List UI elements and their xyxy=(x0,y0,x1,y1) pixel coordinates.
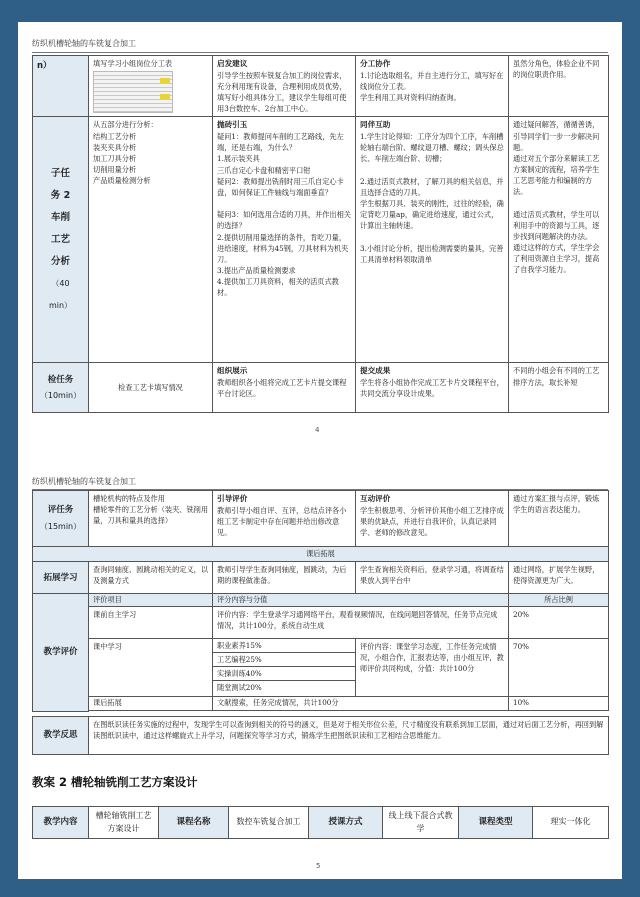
cell-heading: 抛砖引玉 xyxy=(217,120,248,130)
row-evaluate-task xyxy=(33,491,609,547)
evaluation-table xyxy=(32,593,609,712)
row-label: 教学反思 xyxy=(33,717,89,755)
teacher-activity xyxy=(213,117,356,363)
eval-subitem: 实操训练40% xyxy=(213,667,355,681)
design-intent: 通过网络，扩展学生视野，使得资源更为广大。 xyxy=(509,562,609,595)
eval-item: 课后拓展 xyxy=(89,697,213,711)
row-label: 子任 务 2 车削 工艺 分析 （40 min） xyxy=(33,117,89,363)
division-table-thumbnail xyxy=(93,71,173,113)
eval-row-inclass xyxy=(33,639,609,697)
row-reflection xyxy=(33,717,609,755)
student-activity xyxy=(356,117,509,363)
meta-row xyxy=(33,807,609,839)
document-page xyxy=(18,22,622,879)
eval-ratio: 20% xyxy=(509,607,609,639)
row-label: 拓展学习 xyxy=(33,562,89,595)
row-subtask2 xyxy=(33,117,609,363)
student-activity xyxy=(356,491,509,547)
teaching-content xyxy=(89,56,213,117)
page-number: 5 xyxy=(316,862,321,870)
cell-text: 学生将各小组协作完成工艺卡片交课程平台，共同交流分享设计成果。 xyxy=(360,378,504,399)
content-text: 填写学习小组岗位分工表 xyxy=(93,59,173,68)
header-rule xyxy=(32,52,608,53)
cell-heading: 启发建议 xyxy=(217,59,248,68)
meta-value: 槽轮轴铣削工艺方案设计 xyxy=(89,807,159,839)
eval-header-row xyxy=(33,594,609,607)
teaching-content: 检查工艺卡填写情况 xyxy=(89,363,213,413)
cell-text: 疑问1：教师提问车削的工艺路线，先左端，还是右端，为什么？ 1.展示装夹具 三爪自定心卡盘和精密平口钳 疑问2：教师提出铣削时用三爪自定心卡盘，如何保证工件轴线与端面垂直？ 疑问3：如何选用合适的刀具，并作出相关的选择？ 2.提供切削用量选择的条件，肯吃刀量，进给速度，材料为45钢，刀具材料为机夹刀。 3.提出产品质量检测要求 4.提供加工刀具资料，相关的活页式教材。 xyxy=(217,132,351,298)
row-check-task xyxy=(33,363,609,413)
row-label: 检任务 （10min） xyxy=(33,363,89,413)
teaching-content: 从五部分进行分析： 结构工艺分析 装夹夹具分析 加工刀具分析 切削用量分析 产品质量检测分析 xyxy=(89,117,213,363)
teacher-activity xyxy=(213,56,356,117)
meta-value: 数控车铣复合加工 xyxy=(229,807,309,839)
design-intent: 不同的小组会有不同的工艺排序方法，取长补短 xyxy=(509,363,609,413)
after-class-heading: 课后拓展 xyxy=(33,547,609,562)
design-intent: 虽然分角色，体验企业不同的岗位职责作用。 xyxy=(509,56,609,117)
cell-heading: 分工协作 xyxy=(360,59,391,68)
page-number: 4 xyxy=(315,426,320,434)
eval-col-header: 评价项目 xyxy=(89,594,213,607)
eval-subitem: 随堂测试20% xyxy=(217,683,262,693)
meta-label: 课程类型 xyxy=(459,807,533,839)
row-extension xyxy=(33,562,609,595)
eval-content: 文献搜索，任务完成情况，共计100分 xyxy=(213,697,509,711)
meta-label: 教学内容 xyxy=(33,807,89,839)
cell-text: 教师引导小组自评、互评，总结点评各小组工艺卡制定中存在问题并给出修改意见。 xyxy=(217,505,347,538)
lesson-table-part1 xyxy=(32,55,609,413)
student-activity xyxy=(356,363,509,413)
row-label: n） xyxy=(33,56,89,117)
cell-text: 学生积极思考、分析评价其他小组工艺排序成果的优缺点，并进行自我评价，认真记录同学、老师的修改意见。 xyxy=(360,505,504,538)
meta-label: 授课方式 xyxy=(309,807,383,839)
eval-item: 课前自主学习 xyxy=(89,607,213,639)
design-intent: 通过方案汇报与点评，锻炼学生的语言表达能力。 xyxy=(509,491,609,547)
eval-col-header: 所占比例 xyxy=(509,594,609,607)
cell-text: 教师组织各小组将完成工艺卡片提交课程平台讨论区。 xyxy=(217,378,347,399)
eval-ratio: 10% xyxy=(509,697,609,711)
meta-label: 课程名称 xyxy=(159,807,229,839)
page-header: 纺织机槽轮轴的车铣复合加工 xyxy=(32,39,136,48)
teaching-content: 查询同轴度、圆跳动相关的定义，以及测量方式 xyxy=(89,562,213,595)
row-label: 教学评价 xyxy=(33,594,89,712)
eval-content: 评价内容：课堂学习态度，工作任务完成情况，小组合作，汇报表达等，由小组互评，教师评价共同构成，分值：共计100分 xyxy=(356,639,509,697)
page-header: 纺织机槽轮轴的车铣复合加工 xyxy=(32,477,136,486)
cell-heading: 提交成果 xyxy=(360,366,391,376)
eval-ratio: 70% xyxy=(509,639,609,697)
lesson-table-part2 xyxy=(32,490,609,595)
meta-value: 线上线下混合式教学 xyxy=(383,807,459,839)
section-title: 教案 2 槽轮轴铣削工艺方案设计 xyxy=(32,775,198,789)
meta-value: 理实一体化 xyxy=(533,807,609,839)
eval-col-header: 评分内容与分值 xyxy=(213,594,509,607)
cell-text: 1.学生讨论得知：工序分为四个工序，车削槽轮轴右端台阶、螺纹退刀槽、螺纹；调头保总长、车削左端台阶、切槽； 2.通过活页式教材，了解刀具的相关信息，并且选择合适的刀具。 学生根据刀具、装夹的刚性，过往的经验，确定背吃刀量ap，确定进给速度，通过公式，计算出主轴转速。 3.小组讨论分析，提出检测需要的量具，完善工具清单材料领取清单 xyxy=(360,132,504,264)
eval-subitem: 工艺编程25% xyxy=(213,653,355,667)
row-division xyxy=(33,56,609,117)
reflection-text: 在图纸识读任务实施的过程中，发现学生可以查询到相关的符号的涵义，但是对于相关形位公差，尺寸精度没有联系到加工层面，通过对后面工艺分析，再回到解读图纸识读中，通过这样螺旋式上升学习，问题探究等学习方式，锻炼学生把图纸识读和工艺相结合思维能力。 xyxy=(89,717,609,755)
row-after-class-header xyxy=(33,547,609,562)
cell-text: 1.讨论选取组名，并自主进行分工，填写好在线岗位分工表。 学生利用工具对资料归纳查询。 xyxy=(360,70,504,103)
student-activity xyxy=(356,56,509,117)
cell-heading: 互动评价 xyxy=(360,494,391,503)
eval-row-preclass xyxy=(33,607,609,639)
eval-row-afterclass xyxy=(33,697,609,711)
reflection-table xyxy=(32,716,609,755)
eval-subitem: 职业素养15% xyxy=(213,639,355,653)
teacher-activity: 教师引导学生查询同轴度，圆跳动，为后期的课程做准备。 xyxy=(213,562,356,595)
teacher-activity xyxy=(213,363,356,413)
student-activity: 学生查询相关资料后，登录学习通，将调查结果放入到平台中 xyxy=(356,562,509,595)
cell-heading: 引导评价 xyxy=(217,494,248,503)
teacher-activity xyxy=(213,491,356,547)
eval-item: 课中学习 xyxy=(89,639,213,697)
cell-heading: 组织展示 xyxy=(217,366,248,376)
cell-text: 引导学生按照车铣复合加工的岗位需求，充分利用现有设备，合理利用成员优势，填写好小组具体分工，建议学生每组可使用3台数控车、2台加工中心。 xyxy=(217,70,347,114)
design-intent: 通过疑问解答，循循善诱，引导同学们一步一步解决问题。 通过对五个部分来解读工艺方案制定的流程，培养学生工艺思考能力和编制的方法。 通过活页式教材，学生可以利用手中的资源与工具，逐步找到问题解决的办法。 通过这样的方式，学生学会了利用资源自主学习，提高了自我学习能力。 xyxy=(509,117,609,363)
lesson-meta-table xyxy=(32,806,609,839)
row-label: 评任务 （15min） xyxy=(33,491,89,547)
cell-heading: 同伴互助 xyxy=(360,120,391,130)
teaching-content: 槽轮机构的特点及作用 槽轮零件的工艺分析（装夹、铣削用量，刀具和量具的选择） xyxy=(89,491,213,547)
eval-subitems xyxy=(213,639,356,697)
eval-content: 评价内容：学生登录学习通网络平台，观看视频情况，在线问题回答情况，任务节点完成情况，共计100分，系统自动生成 xyxy=(213,607,509,639)
